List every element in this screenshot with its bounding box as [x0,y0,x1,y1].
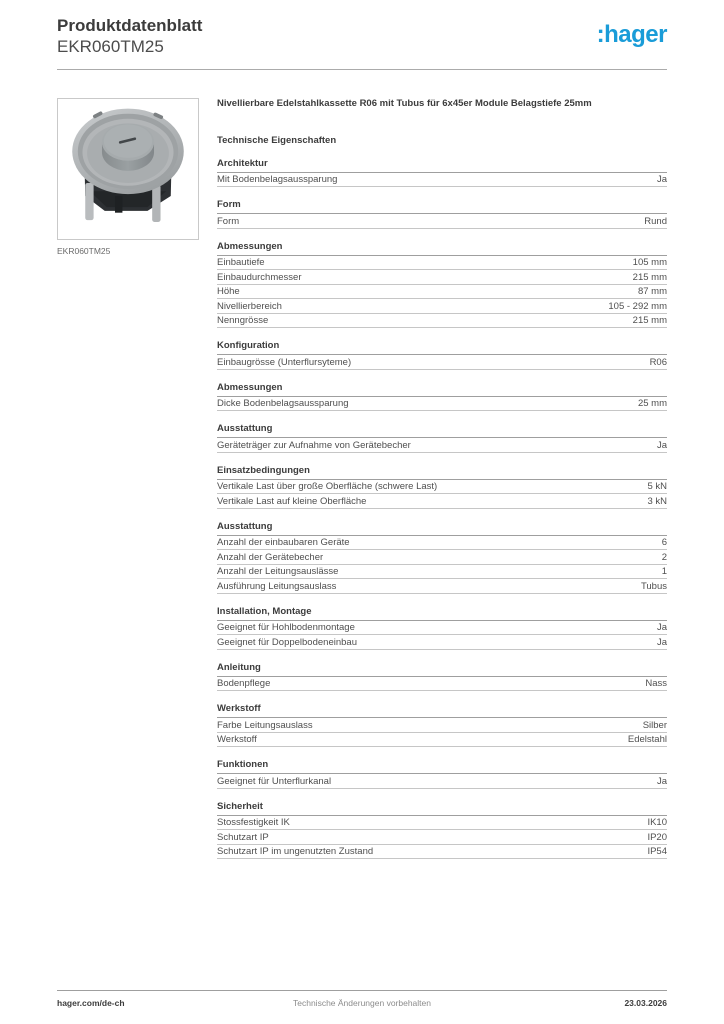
spec-row-label: Farbe Leitungsauslass [217,719,313,731]
spec-row [217,621,667,636]
header-titles [57,15,202,58]
spec-row-label: Vertikale Last über große Oberfläche (schwere Last) [217,481,438,493]
spec-row-value: Nass [645,678,667,690]
spec-row-value: 105 - 292 mm [608,300,667,312]
spec-row [217,536,667,551]
product-image-frame [57,98,199,240]
spec-row-value: Ja [656,174,667,186]
spec-row-value: Silber [642,719,667,731]
spec-row-value: Ja [656,775,667,787]
spec-row [217,635,667,650]
spec-row-value: IK10 [647,817,667,829]
spec-row-label: Schutzart IP im ungenutzten Zustand [217,846,374,858]
spec-row [217,397,667,412]
spec-row-value: 105 mm [632,257,667,269]
spec-row [217,270,667,285]
spec-section [217,522,667,594]
spec-row [217,355,667,370]
spec-row-value: 25 mm [637,398,667,410]
page-footer [57,990,667,1008]
spec-section [217,242,667,329]
spec-row-value: IP20 [647,831,667,843]
spec-row-value: Rund [644,215,667,227]
spec-row-label: Anzahl der Leitungsauslässe [217,566,339,578]
spec-row-label: Nenngrösse [217,315,269,327]
spec-section-title: Konfiguration [217,341,667,355]
spec-section-title: Form [217,200,667,214]
spec-section [217,383,667,412]
spec-section [217,200,667,229]
spec-row-label: Anzahl der Gerätebecher [217,551,324,563]
spec-row-value: Ja [656,622,667,634]
spec-row-label: Werkstoff [217,734,257,746]
spec-row-label: Geeignet für Hohlbodenmontage [217,622,355,634]
spec-row-label: Dicke Bodenbelagsaussparung [217,398,349,410]
spec-row-label: Schutzart IP [217,831,269,843]
spec-row-label: Einbautiefe [217,257,265,269]
spec-row [217,173,667,188]
spec-section [217,704,667,747]
spec-row-label: Nivellierbereich [217,300,282,312]
spec-row [217,845,667,860]
product-title: Nivellierbare Edelstahlkassette R06 mit Tubus für 6x45er Module Belagstiefe 25mm [217,97,592,109]
spec-row-value: 1 [661,566,667,578]
spec-row [217,494,667,509]
product-image-caption: EKR060TM25 [57,245,111,256]
spec-row-label: Geeignet für Doppelbodeneinbau [217,636,357,648]
spec-row-value: Ja [656,636,667,648]
tech-properties-heading: Technische Eigenschaften [217,134,337,146]
spec-row-label: Vertikale Last auf kleine Oberfläche [217,495,367,507]
hager-logo: :hager [596,21,667,48]
product-image-column [57,98,199,860]
spec-section [217,341,667,370]
spec-row [217,480,667,495]
spec-row-value: R06 [649,356,667,368]
spec-section-title: Ausstattung [217,424,667,438]
spec-row-value: Ja [656,439,667,451]
spec-section-title: Anleitung [217,663,667,677]
content [57,98,667,860]
spec-row-value: 215 mm [632,271,667,283]
spec-row [217,830,667,845]
spec-row [217,677,667,692]
page-header [57,15,667,58]
spec-row-value: Tubus [640,580,667,592]
spec-row [217,299,667,314]
spec-section-title: Einsatzbedingungen [217,466,667,480]
document-type-title: Produktdatenblatt [57,16,203,35]
spec-row-value: 6 [661,537,667,549]
spec-section [217,466,667,509]
spec-section-title: Abmessungen [217,242,667,256]
spec-row-label: Bodenpflege [217,678,271,690]
footer-disclaimer: Technische Änderungen vorbehalten [293,998,431,1008]
spec-row-value: IP54 [647,846,667,858]
spec-section-title: Werkstoff [217,704,667,718]
spec-row-value: 215 mm [632,315,667,327]
spec-section [217,424,667,453]
spec-row-value: 87 mm [637,286,667,298]
spec-row-label: Ausführung Leitungsauslass [217,580,337,592]
spec-row-value: 2 [661,551,667,563]
spec-section [217,607,667,650]
spec-section-title: Ausstattung [217,522,667,536]
spec-section-title: Funktionen [217,760,667,774]
spec-row [217,579,667,594]
spec-section [217,159,667,188]
spec-row [217,774,667,789]
spec-row [217,550,667,565]
spec-section-title: Abmessungen [217,383,667,397]
spec-row [217,565,667,580]
spec-row [217,718,667,733]
spec-row-value: 5 kN [647,481,667,493]
spec-row [217,438,667,453]
spec-column [217,98,667,860]
spec-row-value: Edelstahl [627,734,667,746]
spec-section [217,760,667,789]
spec-row [217,214,667,229]
spec-section-title: Installation, Montage [217,607,667,621]
spec-row [217,256,667,271]
spec-row-label: Anzahl der einbaubaren Geräte [217,537,350,549]
spec-section [217,802,667,860]
header-divider [57,69,667,70]
spec-row-label: Höhe [217,286,240,298]
spec-sections [217,159,667,860]
footer-website-link[interactable]: hager.com/de-ch [57,998,125,1008]
product-reference: EKR060TM25 [57,37,164,57]
spec-section [217,663,667,692]
spec-row-value: 3 kN [647,495,667,507]
footer-date: 23.03.2026 [624,998,667,1008]
spec-row-label: Form [217,215,240,227]
spec-row [217,816,667,831]
spec-row-label: Einbaugrösse (Unterflursyteme) [217,356,352,368]
spec-row [217,733,667,748]
spec-row-label: Geeignet für Unterflurkanal [217,775,332,787]
spec-row-label: Geräteträger zur Aufnahme von Gerätebecher [217,439,411,451]
spec-row [217,314,667,329]
spec-row-label: Einbaudurchmesser [217,271,302,283]
spec-row [217,285,667,300]
spec-section-title: Sicherheit [217,802,667,816]
spec-row-label: Stossfestigkeit IK [217,817,290,829]
product-image [62,103,194,235]
spec-row-label: Mit Bodenbelagsaussparung [217,174,338,186]
spec-section-title: Architektur [217,159,667,173]
